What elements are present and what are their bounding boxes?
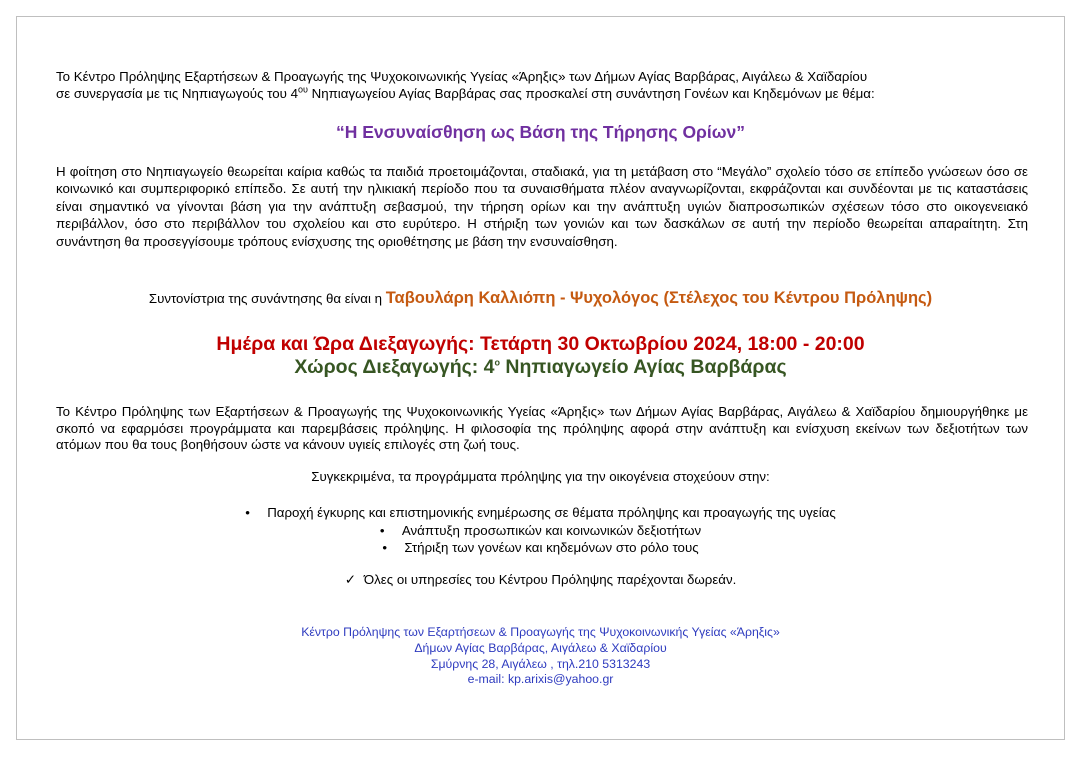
meeting-title: “Η Ενσυναίσθηση ως Βάση της Τήρησης Ορίων” xyxy=(335,122,746,142)
intro-paragraph xyxy=(56,68,1026,102)
event-place-post: Νηπιαγωγείο Αγίας Βαρβάρας xyxy=(500,356,787,378)
goals-heading: Συγκεκριμένα, τα προγράμματα πρόληψης για την οικογένεια στοχεύουν στην: xyxy=(311,469,770,484)
event-place xyxy=(0,356,1081,379)
goals-list xyxy=(0,504,1081,557)
footer-line-2: Δήμων Αγίας Βαρβάρας, Αιγάλεω & Χαϊδαρίου xyxy=(414,640,667,655)
intro-line-2 xyxy=(56,85,1026,102)
goal-text: Παροχή έγκυρης και επιστημονικής ενημέρωσης σε θέματα πρόληψης και προαγωγής της υγείας xyxy=(267,505,836,520)
footer-email: e-mail: kp.arixis@yahoo.gr xyxy=(467,672,614,687)
list-item xyxy=(0,504,1081,522)
checkmark-icon: ✓ xyxy=(344,572,356,587)
coordinator-name: Ταβουλάρη Καλλιόπη - Ψυχολόγος (Στέλεχος του Κέντρου Πρόληψης) xyxy=(385,289,933,307)
about-paragraph: Το Κέντρο Πρόληψης των Εξαρτήσεων & Προαγωγής της Ψυχοκοινωνικής Υγείας «Άρηξις» των Δήμων Αγίας Βαρβάρας, Αιγάλεω & Χαϊδαρίου δημιουργήθηκε με σκοπό να εφαρμόσει προγράμματα και παρεμβάσεις πρόληψης. Η φιλοσοφία της πρόληψης αφορά στην ανάπτυξη και ενίσχυση εκείνων των δεξιοτήτων των ατόμων που θα τους βοηθήσουν ώστε να κάνουν υγιείς επιλογές στη ζωή τους. xyxy=(56,404,1028,452)
event-place-pre: Χώρος Διεξαγωγής: 4 xyxy=(294,356,495,378)
bullet-icon: • xyxy=(379,522,385,538)
body-paragraph: Η φοίτηση στο Νηπιαγωγείο θεωρείται καίρια καθώς τα παιδιά προετοιμάζονται, σταδιακά, για τη μετάβαση στο “Μεγάλο” σχολείο τόσο σε επίπεδο γνώσεων όσο σε κοινωνικό και συμπεριφορικό επίπεδο. Σε αυτή την ηλικιακή περίοδο που τα συναισθήματα πλέον αναγνωρίζονται, εκφράζονται και συνδέονται με τις καταστάσεις είναι σημαντικό να γίνονται βάση για την ανάπτυξη σεβασμού, την τήρηση ορίων και την ανάπτυξη υγιών διαπροσωπικών σχέσεων τόσο στο οικογενειακό περιβάλλον, όσο στο περιβάλλον του σχολείου και στο ευρύτερο. Η στήριξη των γονιών και των δασκάλων σε αυτή την περίοδο θεωρείται απαραίτητη. Στη συνάντηση θα προσεγγίσουμε τρόπους ενίσχυσης της οριοθέτησης με βάση την ενσυναίσθηση. xyxy=(56,164,1028,249)
footer-line-3: Σμύρνης 28, Αιγάλεω , τηλ.210 5313243 xyxy=(430,656,651,671)
intro-line-1: Το Κέντρο Πρόληψης Εξαρτήσεων & Προαγωγής της Ψυχοκοινωνικής Υγείας «Άρηξις» των Δήμων Αγίας Βαρβάρας, Αιγάλεω & Χαϊδαρίου xyxy=(56,69,868,84)
intro-line-2-pre: σε συνεργασία με τις Νηπιαγωγούς του 4 xyxy=(56,86,298,101)
footer-line-1: Κέντρο Πρόληψης των Εξαρτήσεων & Προαγωγής της Ψυχοκοινωνικής Υγείας «Άρηξις» xyxy=(301,625,780,639)
intro-line-2-sup: ου xyxy=(298,84,308,95)
event-datetime: Ημέρα και Ώρα Διεξαγωγής: Τετάρτη 30 Οκτωβρίου 2024, 18:00 - 20:00 xyxy=(216,333,865,355)
free-services-text: Όλες οι υπηρεσίες του Κέντρου Πρόληψης παρέχονται δωρεάν. xyxy=(363,572,737,587)
goal-text: Στήριξη των γονέων και κηδεμόνων στο ρόλο τους xyxy=(404,540,699,555)
list-item xyxy=(0,539,1081,557)
free-services-line xyxy=(0,572,1081,588)
coordinator-prefix: Συντονίστρια της συνάντησης θα είναι η xyxy=(148,291,386,306)
coordinator-line xyxy=(0,289,1081,308)
bullet-icon: • xyxy=(382,540,387,555)
contact-footer xyxy=(0,625,1081,688)
intro-line-2-post: Νηπιαγωγείου Αγίας Βαρβάρας σας προσκαλεί στη συνάντηση Γονέων και Κηδεμόνων με θέμα: xyxy=(307,86,875,101)
event-place-sup: ο xyxy=(494,357,501,368)
goal-text: Ανάπτυξη προσωπικών και κοινωνικών δεξιοτήτων xyxy=(401,522,702,538)
list-item xyxy=(0,522,1081,540)
bullet-icon: • xyxy=(245,505,250,520)
